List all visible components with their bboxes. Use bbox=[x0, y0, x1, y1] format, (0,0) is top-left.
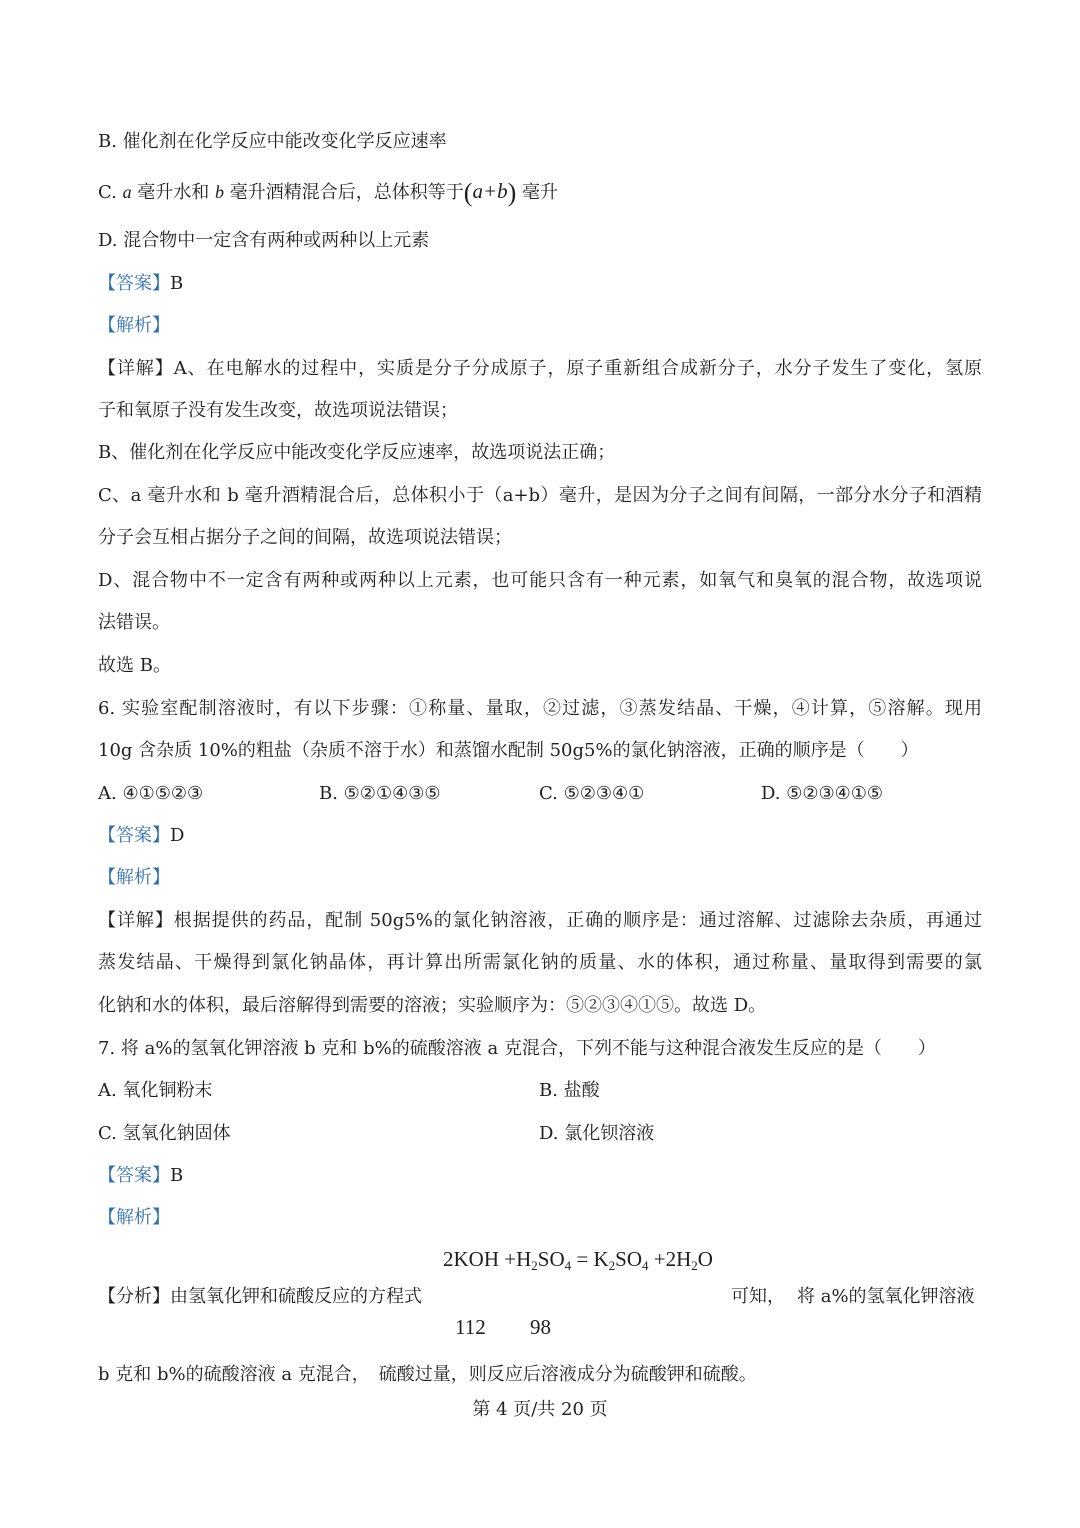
q5-option-c-var-a: a bbox=[122, 182, 132, 202]
q5-analysis-label: 【解析】 bbox=[98, 315, 170, 336]
q7-kezhi: 可知， bbox=[731, 1286, 785, 1307]
eq-mass-koh: 112 bbox=[455, 1315, 486, 1339]
q6-option-c: C. ⑤②③④① bbox=[539, 783, 645, 804]
q7-option-a: A. 氧化铜粉末 bbox=[98, 1080, 213, 1101]
q6-detail-tag: 【详解】 bbox=[98, 910, 174, 931]
q7-stem: 7. 将 a%的氢氧化钾溶液 b 克和 b%的硫酸溶液 a 克混合，下列不能与这种混合液发生反应的是（ ） bbox=[98, 1038, 936, 1059]
q6-option-d: D. ⑤②③④①⑤ bbox=[761, 783, 884, 804]
q5-analysis-tag bbox=[98, 314, 170, 338]
q6-option-a: A. ④①⑤②③ bbox=[98, 783, 204, 804]
q6-answer-value: D bbox=[170, 825, 185, 846]
q7-tail2: b 克和 b%的硫酸溶液 a 克混合， 硫酸过量，则反应后溶液成分为硫酸钾和硫酸。 bbox=[98, 1364, 757, 1385]
q6-analysis-tag bbox=[98, 866, 170, 890]
q7-answer bbox=[98, 1164, 183, 1188]
eq-so4-2: SO bbox=[615, 1247, 642, 1271]
q5-option-c-prefix: C. bbox=[98, 182, 123, 203]
q7-answer-tag: 【答案】 bbox=[98, 1165, 170, 1186]
q7-fenxi-tag: 【分析】 bbox=[98, 1286, 170, 1307]
q5-answer-tag: 【答案】 bbox=[98, 273, 170, 294]
q5-option-c-expr: a+b bbox=[472, 179, 508, 203]
q5-option-c-after: 毫升酒精混合后，总体积等于 bbox=[224, 182, 464, 203]
q6-stem-line2: 10g 含杂质 10%的粗盐（杂质不溶于水）和蒸馏水配制 50g5%的氯化钠溶液，正确的顺序是（ ） bbox=[98, 740, 919, 761]
q6-detail-line1 bbox=[98, 909, 982, 933]
eq-so4-1-sub: 4 bbox=[564, 1258, 572, 1273]
q5-option-c-var-b: b bbox=[215, 182, 225, 202]
q7-option-b: B. 盐酸 bbox=[539, 1080, 600, 1101]
q6-option-b: B. ⑤②①④③⑤ bbox=[319, 783, 441, 804]
q5-detail-line1 bbox=[98, 357, 982, 381]
q5-detail-line3: B、催化剂在化学反应中能改变化学反应速率，故选项说法正确； bbox=[98, 442, 616, 463]
q5-detail-line4: C、a 毫升水和 b 毫升酒精混合后，总体积小于（a+b）毫升，是因为分子之间有间隔，一部分水分子和酒精 bbox=[98, 485, 982, 506]
eq-equals-k: = K bbox=[571, 1247, 609, 1271]
q6-stem-line1: 6. 实验室配制溶液时，有以下步骤：①称量、量取，②过滤，③蒸发结晶、干燥，④计算，⑤溶解。现用 bbox=[98, 698, 982, 719]
q7-fenxi-text: 由氢氧化钾和硫酸反应的方程式 bbox=[170, 1286, 422, 1307]
eq-k2-sub: 2 bbox=[608, 1258, 616, 1273]
q6-answer-tag: 【答案】 bbox=[98, 825, 170, 846]
q5-option-b: B. 催化剂在化学反应中能改变化学反应速率 bbox=[98, 131, 447, 152]
eq-so4-1: SO bbox=[537, 1247, 565, 1271]
q7-option-d: D. 氯化钡溶液 bbox=[539, 1123, 655, 1144]
q5-answer-value: B bbox=[170, 273, 184, 294]
q5-option-c-paren-close: ) bbox=[507, 178, 517, 207]
q5-detail-line5: 分子会互相占据分子之间的间隔，故选项说法错误； bbox=[98, 527, 512, 548]
reaction-equation bbox=[443, 1247, 713, 1274]
eq-h2-sub: 2 bbox=[531, 1258, 538, 1273]
q5-option-c-paren-open: ( bbox=[463, 178, 473, 207]
q5-option-c-suffix: 毫升 bbox=[516, 182, 559, 203]
q7-analysis-label: 【解析】 bbox=[98, 1207, 170, 1228]
q7-fenxi-line bbox=[98, 1285, 422, 1309]
q5-detail-text1: A、在电解水的过程中，实质是分子分成原子，原子重新组合成新分子，水分子发生了变化，氢原 bbox=[173, 358, 983, 379]
eq-o: O bbox=[697, 1247, 713, 1271]
q5-detail-line6: D、混合物中不一定含有两种或两种以上元素，也可能只含有一种元素，如氧气和臭氧的混合物，故选项说 bbox=[98, 570, 982, 591]
q5-option-c bbox=[98, 179, 558, 205]
q6-answer bbox=[98, 824, 184, 848]
q5-answer bbox=[98, 272, 183, 296]
page-footer: 第 4 页/共 20 页 bbox=[472, 1399, 608, 1420]
q5-detail-line7: 法错误。 bbox=[98, 612, 170, 633]
eq-h2o-sub: 2 bbox=[691, 1258, 698, 1273]
q6-detail-line2: 蒸发结晶、干燥得到氯化钠晶体，再计算出所需氯化钠的质量、水的体积，通过称量、量取得到需要的氯 bbox=[98, 952, 982, 973]
q7-answer-value: B bbox=[170, 1165, 184, 1186]
q5-detail-tag: 【详解】 bbox=[98, 358, 174, 379]
q5-detail-line2: 子和氧原子没有发生改变，故选项说法错误； bbox=[98, 400, 458, 421]
q7-tail1: 将 a%的氢氧化钾溶液 bbox=[797, 1286, 975, 1307]
q6-analysis-label: 【解析】 bbox=[98, 867, 170, 888]
q5-option-d: D. 混合物中一定含有两种或两种以上元素 bbox=[98, 230, 430, 251]
q7-option-c: C. 氢氧化钠固体 bbox=[98, 1123, 231, 1144]
q6-detail-text1: 根据提供的药品，配制 50g5%的氯化钠溶液，正确的顺序是：通过溶解、过滤除去杂质，再通过 bbox=[173, 910, 983, 931]
q5-option-c-mid: 毫升水和 bbox=[131, 182, 216, 203]
q5-conclusion: 故选 B。 bbox=[98, 655, 171, 676]
eq-mass-h2so4: 98 bbox=[530, 1315, 551, 1339]
eq-so4-2-sub: 4 bbox=[642, 1258, 649, 1273]
eq-koh: 2KOH +H bbox=[443, 1247, 532, 1271]
q6-detail-line3: 化钠和水的体积，最后溶解得到需要的溶液；实验顺序为：⑤②③④①⑤。故选 D。 bbox=[98, 995, 767, 1016]
eq-h2o: +2H bbox=[648, 1247, 692, 1271]
q7-analysis-tag bbox=[98, 1206, 170, 1230]
